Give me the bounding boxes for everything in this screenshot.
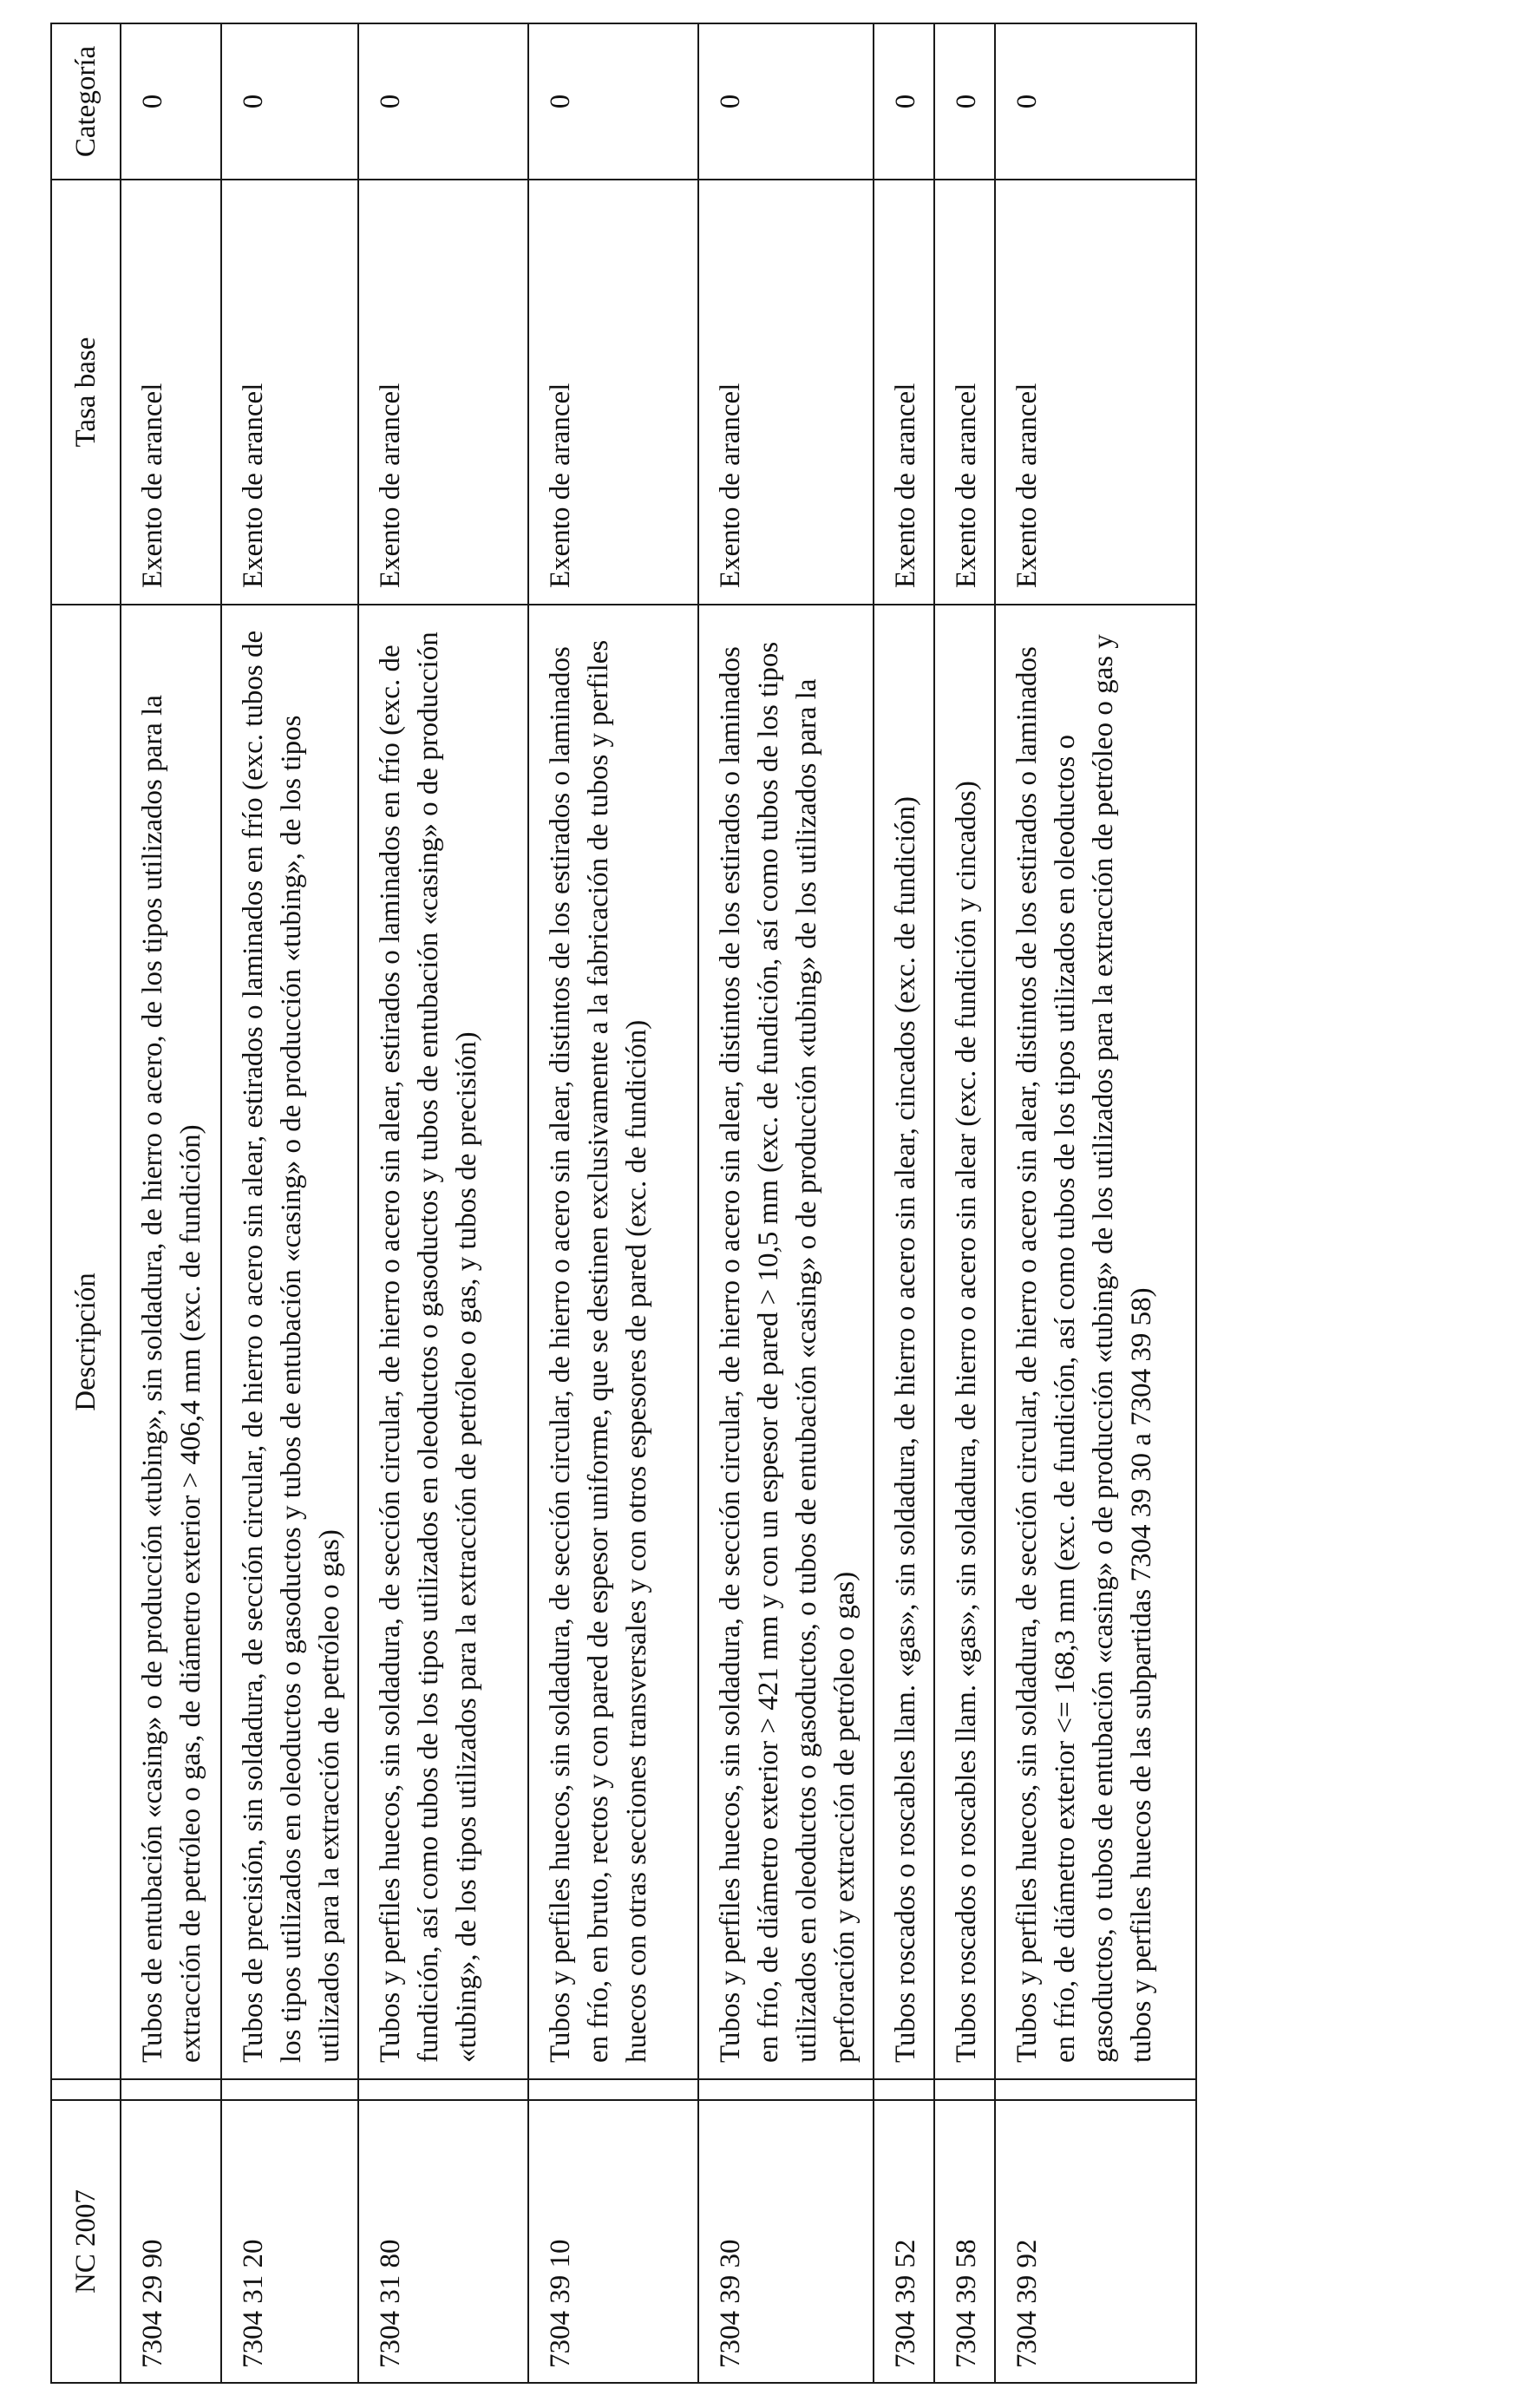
cell-base-rate: Exento de arancel <box>358 180 528 605</box>
cell-code: 7304 29 90 <box>121 2100 221 2383</box>
cell-base-rate: Exento de arancel <box>121 180 221 605</box>
cell-code: 7304 39 30 <box>698 2100 874 2383</box>
cell-category: 0 <box>698 23 874 180</box>
cell-spacer <box>934 2079 995 2100</box>
cell-category: 0 <box>221 23 358 180</box>
cell-category: 0 <box>934 23 995 180</box>
tariff-table <box>50 23 1197 2384</box>
cell-spacer <box>698 2079 874 2100</box>
table-row <box>934 23 995 2383</box>
cell-category: 0 <box>995 23 1196 180</box>
cell-description: Tubos y perfiles huecos, sin soldadura, de sección circular, de hierro o acero sin alear, distintos de los estirados o laminados en frío, de diámetro exterior > 421 mm y con un espesor de pared > 10,5 mm (exc. de fundición, así como tubos de los tipos utilizados en oleoductos o gasoductos, o tubos de entubación «casing» o de producción «tubing» de los utilizados para la perforación y extracción de petróleo o gas) <box>698 605 874 2079</box>
cell-description: Tubos y perfiles huecos, sin soldadura, de sección circular, de hierro o acero sin alear, estirados o laminados en frío (exc. de fundición, así como tubos de los tipos utilizados en oleoductos o gasoductos y tubos de entubación «casing» o de producción «tubing», de los tipos utilizados para la extracción de petróleo o gas, y tubos de precisión) <box>358 605 528 2079</box>
cell-base-rate: Exento de arancel <box>698 180 874 605</box>
table-row <box>698 23 874 2383</box>
cell-base-rate: Exento de arancel <box>934 180 995 605</box>
cell-base-rate: Exento de arancel <box>874 180 934 605</box>
cell-code: 7304 39 52 <box>874 2100 934 2383</box>
header-description: Descripción <box>51 605 121 2079</box>
cell-spacer <box>358 2079 528 2100</box>
cell-description: Tubos roscados o roscables llam. «gas», sin soldadura, de hierro o acero sin alear (exc. de fundición y cincados) <box>934 605 995 2079</box>
cell-description: Tubos y perfiles huecos, sin soldadura, de sección circular, de hierro o acero sin alear, distintos de los estirados o laminados en frío, de diámetro exterior <= 168,3 mm (exc. de fundición, así como tubos de los tipos utilizados en oleoductos o gasoductos, o tubos de entubación «casing» o de producción «tubing» de los utilizados para la extracción de petróleo o gas y tubos y perfiles huecos de las subpartidas 7304 39 30 a 7304 39 58) <box>995 605 1196 2079</box>
cell-description: Tubos roscados o roscables llam. «gas», sin soldadura, de hierro o acero sin alear, cincados (exc. de fundición) <box>874 605 934 2079</box>
header-spacer <box>51 2079 121 2100</box>
header-category: Categoría <box>51 23 121 180</box>
cell-spacer <box>528 2079 698 2100</box>
cell-base-rate: Exento de arancel <box>221 180 358 605</box>
table-row <box>528 23 698 2383</box>
cell-code: 7304 39 10 <box>528 2100 698 2383</box>
cell-category: 0 <box>528 23 698 180</box>
cell-category: 0 <box>121 23 221 180</box>
header-base-rate: Tasa base <box>51 180 121 605</box>
cell-base-rate: Exento de arancel <box>995 180 1196 605</box>
cell-base-rate: Exento de arancel <box>528 180 698 605</box>
table-row <box>995 23 1196 2383</box>
header-row <box>51 23 121 2383</box>
cell-code: 7304 31 20 <box>221 2100 358 2383</box>
table-row <box>358 23 528 2383</box>
header-nc-2007: NC 2007 <box>51 2100 121 2383</box>
cell-category: 0 <box>358 23 528 180</box>
cell-spacer <box>221 2079 358 2100</box>
cell-code: 7304 39 58 <box>934 2100 995 2383</box>
cell-description: Tubos de entubación «casing» o de producción «tubing», sin soldadura, de hierro o acero, de los tipos utilizados para la extracción de petróleo o gas, de diámetro exterior > 406,4 mm (exc. de fundición) <box>121 605 221 2079</box>
cell-code: 7304 39 92 <box>995 2100 1196 2383</box>
cell-code: 7304 31 80 <box>358 2100 528 2383</box>
cell-spacer <box>874 2079 934 2100</box>
cell-description: Tubos y perfiles huecos, sin soldadura, de sección circular, de hierro o acero sin alear, distintos de los estirados o laminados en frío, en bruto, rectos y con pared de espesor uniforme, que se destinen exclusivamente a la fabricación de tubos y perfiles huecos con otras secciones transversales y con otros espesores de pared (exc. de fundición) <box>528 605 698 2079</box>
cell-spacer <box>121 2079 221 2100</box>
cell-spacer <box>995 2079 1196 2100</box>
rotated-table-frame <box>50 24 1168 2384</box>
table-row <box>874 23 934 2383</box>
cell-category: 0 <box>874 23 934 180</box>
cell-description: Tubos de precisión, sin soldadura, de sección circular, de hierro o acero sin alear, estirados o laminados en frío (exc. tubos de los tipos utilizados en oleoductos o gasoductos y tubos de entubación «casing» o de producción «tubing», de los tipos utilizados para la extracción de petróleo o gas) <box>221 605 358 2079</box>
table-row <box>221 23 358 2383</box>
table-row <box>121 23 221 2383</box>
